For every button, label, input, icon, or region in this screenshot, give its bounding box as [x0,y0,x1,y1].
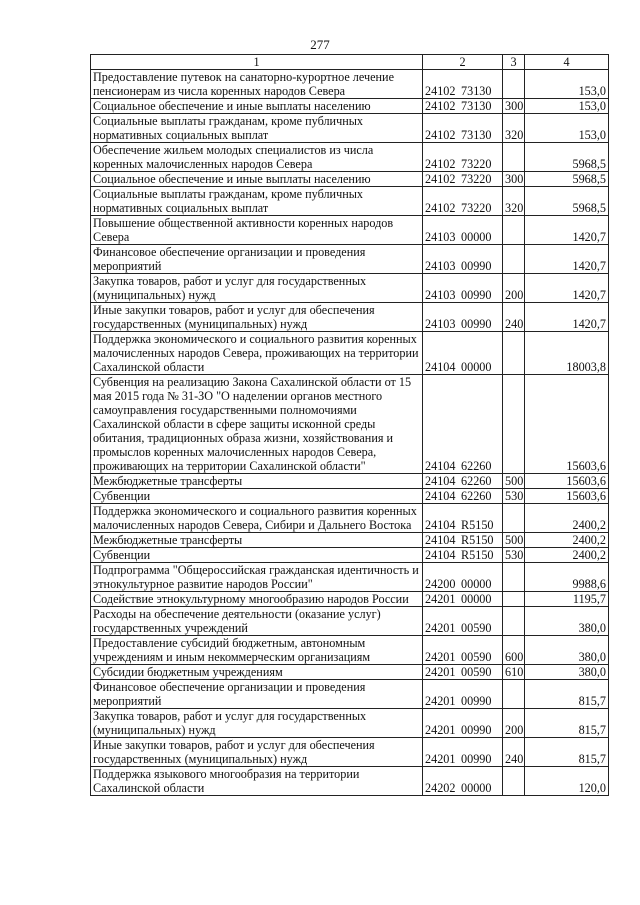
row-name: Социальные выплаты гражданам, кроме публичных нормативных социальных выплат [91,114,423,143]
code-program-part: 24201 [425,694,456,708]
row-target-code [423,563,503,592]
row-amount: 1195,7 [525,592,609,607]
row-expense-type [503,143,525,172]
code-direction-part: 00990 [461,752,492,766]
table-row [91,533,609,548]
row-expense-type: 530 [503,548,525,563]
code-program-part: 24104 [425,459,456,473]
row-target-code [423,216,503,245]
code-program-part: 24102 [425,172,456,186]
row-target-code [423,709,503,738]
row-expense-type [503,563,525,592]
code-direction-part: R5150 [461,533,494,547]
row-amount: 5968,5 [525,187,609,216]
row-amount: 815,7 [525,680,609,709]
table-row [91,114,609,143]
row-expense-type: 320 [503,187,525,216]
row-name: Повышение общественной активности коренных народов Севера [91,216,423,245]
row-expense-type [503,504,525,533]
header-col-3: 3 [503,55,525,70]
table-body [91,70,609,796]
table-row [91,548,609,563]
row-name: Поддержка языкового многообразия на территории Сахалинской области [91,767,423,796]
row-target-code [423,274,503,303]
row-target-code [423,99,503,114]
row-name: Иные закупки товаров, работ и услуг для обеспечения государственных (муниципальных) нужд [91,303,423,332]
code-program-part: 24104 [425,360,456,374]
table-row [91,245,609,274]
row-expense-type [503,592,525,607]
row-name: Поддержка экономического и социального развития коренных малочисленных народов Севера, Сибири и Дальнего Востока [91,504,423,533]
row-expense-type [503,607,525,636]
row-amount: 18003,8 [525,332,609,375]
header-col-2: 2 [423,55,503,70]
row-target-code [423,172,503,187]
row-name: Субвенции [91,548,423,563]
row-expense-type: 320 [503,114,525,143]
code-direction-part: 73220 [461,172,492,186]
row-name: Субсидии бюджетным учреждениям [91,665,423,680]
table-row [91,303,609,332]
row-target-code [423,504,503,533]
table-row [91,709,609,738]
budget-table [90,54,609,796]
table-row [91,504,609,533]
code-program-part: 24102 [425,99,456,113]
row-expense-type: 200 [503,274,525,303]
row-amount: 1420,7 [525,303,609,332]
table-row [91,216,609,245]
row-amount: 380,0 [525,636,609,665]
table-row [91,767,609,796]
row-name: Подпрограмма "Общероссийская гражданская идентичность и этнокультурное развитие народов России" [91,563,423,592]
row-amount: 5968,5 [525,172,609,187]
header-col-1: 1 [91,55,423,70]
code-program-part: 24104 [425,489,456,503]
row-target-code [423,474,503,489]
table-row [91,332,609,375]
row-target-code [423,143,503,172]
row-name: Закупка товаров, работ и услуг для государственных (муниципальных) нужд [91,709,423,738]
row-expense-type: 500 [503,474,525,489]
code-program-part: 24201 [425,723,456,737]
code-direction-part: 73220 [461,201,492,215]
row-target-code [423,187,503,216]
code-direction-part: 00590 [461,621,492,635]
code-program-part: 24102 [425,157,456,171]
code-program-part: 24104 [425,533,456,547]
code-direction-part: 00590 [461,650,492,664]
code-direction-part: 00990 [461,694,492,708]
table-row [91,607,609,636]
code-direction-part: 00000 [461,230,492,244]
row-expense-type: 240 [503,303,525,332]
row-amount: 153,0 [525,114,609,143]
table-row [91,665,609,680]
code-direction-part: R5150 [461,548,494,562]
row-target-code [423,303,503,332]
row-name: Закупка товаров, работ и услуг для государственных (муниципальных) нужд [91,274,423,303]
table-row [91,474,609,489]
row-expense-type [503,245,525,274]
code-direction-part: 62260 [461,489,492,503]
row-expense-type [503,375,525,474]
row-name: Предоставление путевок на санаторно-курортное лечение пенсионерам из числа коренных народов Севера [91,70,423,99]
code-program-part: 24103 [425,317,456,331]
row-target-code [423,114,503,143]
table-row [91,70,609,99]
code-direction-part: 73130 [461,99,492,113]
row-target-code [423,70,503,99]
row-amount: 15603,6 [525,375,609,474]
row-name: Финансовое обеспечение организации и проведения мероприятий [91,245,423,274]
code-program-part: 24202 [425,781,456,795]
table-header-row [91,55,609,70]
code-program-part: 24104 [425,474,456,488]
code-program-part: 24102 [425,128,456,142]
row-amount: 153,0 [525,70,609,99]
header-col-4: 4 [525,55,609,70]
row-target-code [423,332,503,375]
code-direction-part: 00000 [461,781,492,795]
row-name: Расходы на обеспечение деятельности (оказание услуг) государственных учреждений [91,607,423,636]
row-target-code [423,375,503,474]
code-direction-part: R5150 [461,518,494,532]
code-program-part: 24104 [425,548,456,562]
code-direction-part: 62260 [461,474,492,488]
table-row [91,489,609,504]
row-expense-type [503,70,525,99]
row-amount: 1420,7 [525,274,609,303]
row-name: Финансовое обеспечение организации и проведения мероприятий [91,680,423,709]
row-name: Субвенции [91,489,423,504]
code-direction-part: 00590 [461,665,492,679]
row-target-code [423,592,503,607]
table-row [91,274,609,303]
row-amount: 815,7 [525,709,609,738]
code-program-part: 24102 [425,201,456,215]
table-row [91,99,609,114]
code-program-part: 24201 [425,752,456,766]
row-expense-type: 500 [503,533,525,548]
row-expense-type [503,216,525,245]
table-row [91,636,609,665]
row-amount: 815,7 [525,738,609,767]
code-direction-part: 73220 [461,157,492,171]
code-direction-part: 73130 [461,128,492,142]
row-name: Социальное обеспечение и иные выплаты населению [91,172,423,187]
table-row [91,375,609,474]
row-expense-type: 610 [503,665,525,680]
code-program-part: 24201 [425,621,456,635]
table-row [91,143,609,172]
row-target-code [423,767,503,796]
code-direction-part: 00990 [461,288,492,302]
table-row [91,563,609,592]
code-program-part: 24201 [425,665,456,679]
row-amount: 2400,2 [525,548,609,563]
code-program-part: 24104 [425,518,456,532]
row-name: Иные закупки товаров, работ и услуг для обеспечения государственных (муниципальных) нужд [91,738,423,767]
code-direction-part: 73130 [461,84,492,98]
row-expense-type [503,332,525,375]
row-target-code [423,245,503,274]
code-direction-part: 00990 [461,259,492,273]
row-target-code [423,489,503,504]
row-name: Содействие этнокультурному многообразию народов России [91,592,423,607]
code-program-part: 24103 [425,259,456,273]
code-direction-part: 00990 [461,317,492,331]
row-expense-type [503,767,525,796]
row-target-code [423,665,503,680]
code-direction-part: 00000 [461,592,492,606]
code-program-part: 24103 [425,288,456,302]
row-amount: 2400,2 [525,504,609,533]
row-name: Межбюджетные трансферты [91,533,423,548]
table-row [91,187,609,216]
code-direction-part: 00000 [461,577,492,591]
code-direction-part: 62260 [461,459,492,473]
code-program-part: 24201 [425,650,456,664]
row-expense-type: 240 [503,738,525,767]
page-number: 277 [310,37,330,52]
row-target-code [423,548,503,563]
row-expense-type: 600 [503,636,525,665]
code-program-part: 24102 [425,84,456,98]
row-name: Обеспечение жильем молодых специалистов из числа коренных малочисленных народов Севера [91,143,423,172]
row-target-code [423,738,503,767]
code-program-part: 24103 [425,230,456,244]
row-target-code [423,680,503,709]
row-expense-type: 530 [503,489,525,504]
row-amount: 9988,6 [525,563,609,592]
row-amount: 380,0 [525,665,609,680]
code-program-part: 24201 [425,592,456,606]
table-row [91,738,609,767]
row-expense-type: 300 [503,172,525,187]
row-amount: 15603,6 [525,474,609,489]
row-target-code [423,636,503,665]
row-amount: 2400,2 [525,533,609,548]
row-target-code [423,533,503,548]
row-amount: 380,0 [525,607,609,636]
row-amount: 120,0 [525,767,609,796]
row-name: Предоставление субсидий бюджетным, автономным учреждениям и иным некоммерческим организациям [91,636,423,665]
row-amount: 5968,5 [525,143,609,172]
row-expense-type: 300 [503,99,525,114]
table-row [91,172,609,187]
row-name: Субвенция на реализацию Закона Сахалинской области от 15 мая 2015 года № 31-ЗО "О наделении органов местного самоуправления государственными полномочиями Сахалинской области в сфере защиты исконной среды обитания, традиционных образа жизни, хозяйствования и промыслов коренных малочисленных народов Севера, проживающих на территории Сахалинской области" [91,375,423,474]
row-amount: 1420,7 [525,245,609,274]
row-amount: 153,0 [525,99,609,114]
row-expense-type: 200 [503,709,525,738]
code-direction-part: 00990 [461,723,492,737]
row-name: Межбюджетные трансферты [91,474,423,489]
row-name: Социальные выплаты гражданам, кроме публичных нормативных социальных выплат [91,187,423,216]
table-row [91,592,609,607]
row-target-code [423,607,503,636]
table-row [91,680,609,709]
code-direction-part: 00000 [461,360,492,374]
row-name: Поддержка экономического и социального развития коренных малочисленных народов Севера, проживающих на территории Сахалинской области [91,332,423,375]
row-amount: 15603,6 [525,489,609,504]
row-expense-type [503,680,525,709]
row-amount: 1420,7 [525,216,609,245]
row-name: Социальное обеспечение и иные выплаты населению [91,99,423,114]
code-program-part: 24200 [425,577,456,591]
